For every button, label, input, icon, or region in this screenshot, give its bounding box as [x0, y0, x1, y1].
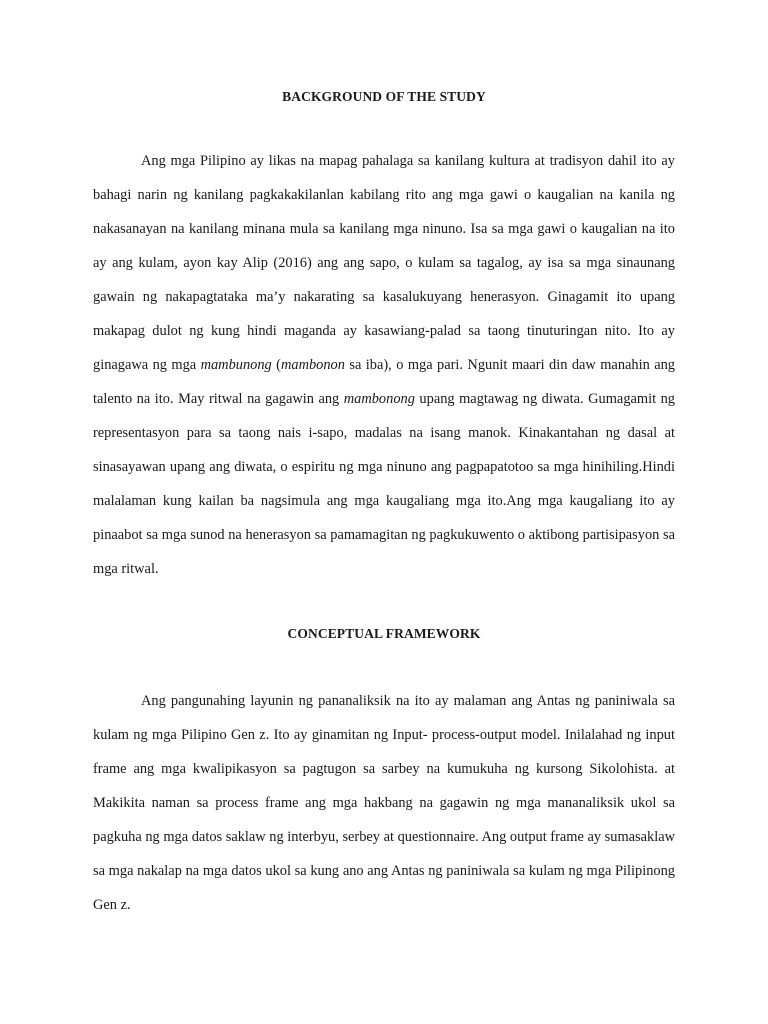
italic-term: mambonong — [343, 391, 415, 407]
paragraph-background — [93, 144, 675, 586]
paragraph-text: Ang mga Pilipino ay likas na mapag pahalaga sa kanilang kultura at tradisyon dahil ito ay bahagi narin ng kanilang pagkakakilanlan kabilang rito ang mga gawi o kaugalian na kanila ng nakasanayan na kanilang minana mula sa kanilang mga ninuno. Isa sa mga gawi o kaugalian na ito ay ang kulam, ayon kay Alip (2016) ang ang sapo, o kulam sa tagalog, ay isa sa mga sinaunang gawain ng nakapagtataka ma’y nakarating sa kasalukuyang henerasyon. Ginagamit ito upang makapag dulot ng kung hindi maganda ay kasawiang-palad sa taong tinuturingan nito. Ito ay ginagawa ng mga — [93, 153, 675, 373]
section-heading-background: BACKGROUND OF THE STUDY — [282, 89, 486, 104]
paragraph-text: sa iba), o mga pari. Ngunit maari din daw manahin ang talento na ito. May ritwal na gagawin ang — [93, 357, 675, 407]
italic-term: mambonon — [280, 357, 345, 373]
paragraph-conceptual-framework — [93, 684, 675, 922]
paragraph-text: upang magtawag ng diwata. Gumagamit ng representasyon para sa taong nais i-sapo, madalas na isang manok. Kinakantahan ng dasal at sinasayawan upang ang diwata, o espiritu ng mga ninuno ang pagpapatotoo sa mga hinihiling.Hindi malalaman kung kailan ba nagsimula ang mga kaugaliang mga ito.Ang mga kaugaliang ito ay pinaabot sa mga sunod na henerasyon sa pamamagitan ng pagkukuwento o aktibong partisipasyon sa mga ritwal. — [93, 391, 676, 577]
italic-term: mambunong — [200, 357, 272, 373]
paragraph-text: Ang pangunahing layunin ng pananaliksik na ito ay malaman ang Antas ng paniniwala sa kulam ng mga Pilipino Gen z. Ito ay ginamitan ng Input- process-output model. Inilalahad ng input frame ang mga kwalipikasyon sa pagtugon sa sarbey na kumukuha ng kursong Sikolohista. at Makikita naman sa process frame ang mga hakbang na gagawin ng mga mananaliksik ukol sa pagkuha ng mga datos saklaw ng interbyu, serbey at questionnaire. Ang output frame ay sumasaklaw sa mga nakalap na mga datos ukol sa kung ano ang Antas ng paniniwala sa kulam ng mga Pilipinong Gen z. — [93, 693, 675, 913]
section-heading-conceptual-framework: CONCEPTUAL FRAMEWORK — [287, 626, 481, 641]
paragraph-text: ( — [271, 357, 281, 373]
